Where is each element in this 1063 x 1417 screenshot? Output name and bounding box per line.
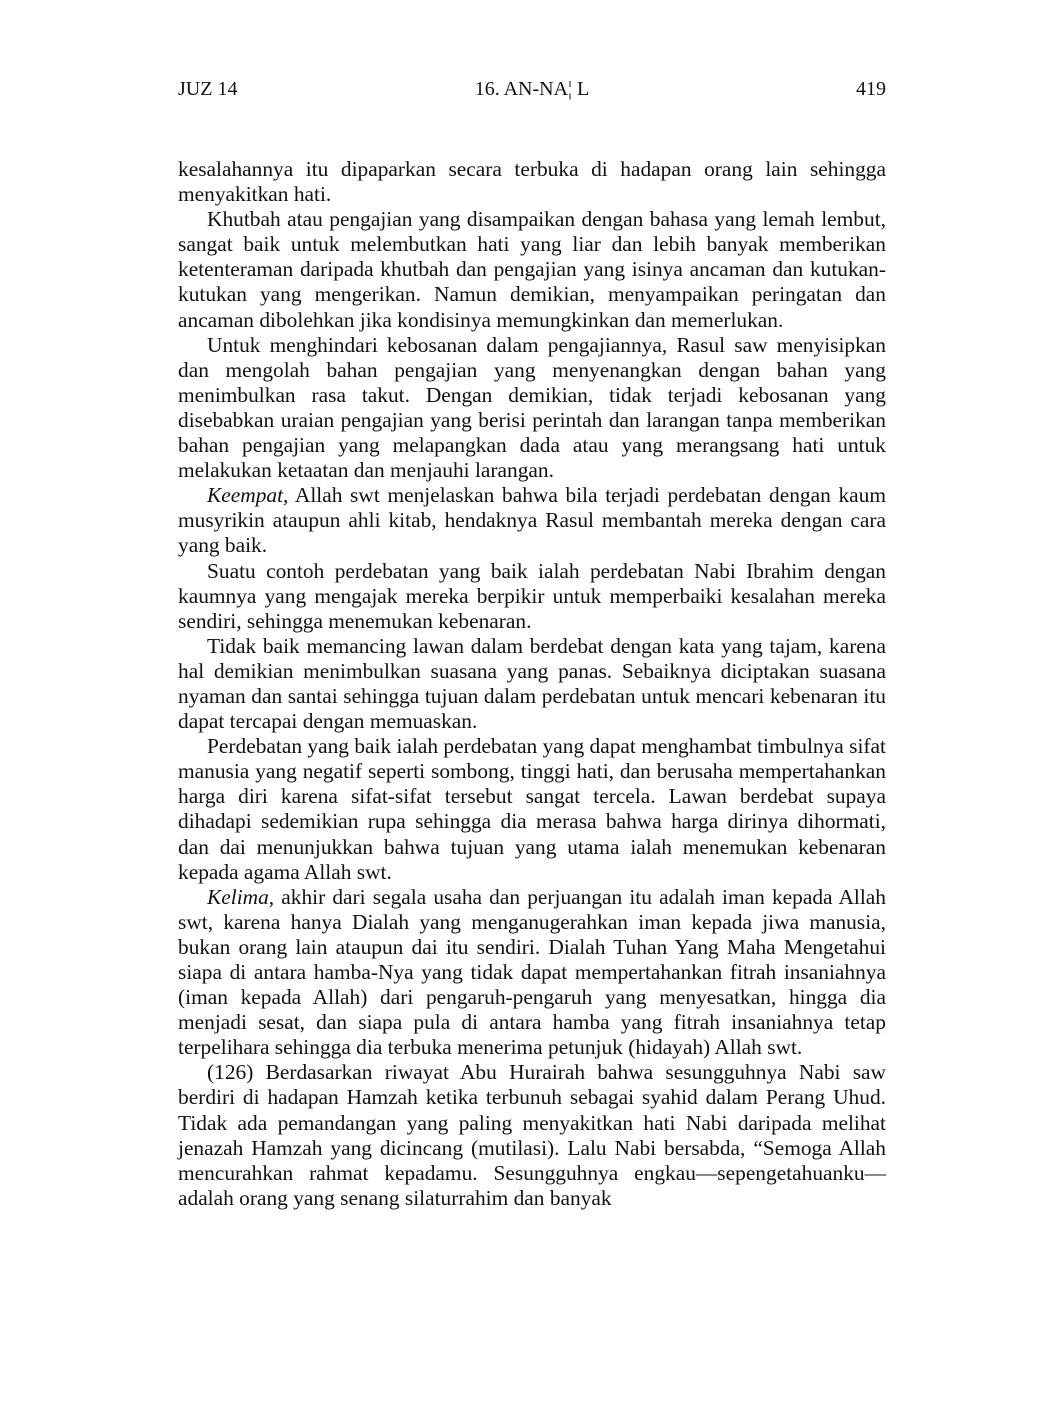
paragraph xyxy=(178,483,886,558)
paragraph-continuation xyxy=(178,157,886,207)
paragraph xyxy=(178,1060,886,1211)
paragraph-text: Suatu contoh perdebatan yang baik ialah perdebatan Nabi Ibrahim dengan kaumnya yang mengajak mereka berpikir untuk memperbaiki kesalahan mereka sendiri, sehingga menemukan kebenaran. xyxy=(178,558,886,633)
paragraph-text: Khutbah atau pengajian yang disampaikan dengan bahasa yang lemah lembut, sangat baik untuk melembutkan hati yang liar dan lebih banyak memberikan ketenteraman daripada khutbah dan pengajian yang isinya ancaman dan kutukan-kutukan yang mengerikan. Namun demikian, menyampaikan peringatan dan ancaman dibolehkan jika kondisinya memungkinkan dan memerlukan. xyxy=(178,207,886,332)
juz-label: JUZ 14 xyxy=(178,78,238,100)
paragraph-text: Perdebatan yang baik ialah perdebatan yang dapat menghambat timbulnya sifat manusia yang negatif seperti sombong, tinggi hati, dan berusaha mempertahankan harga diri karena sifat-sifat tersebut sangat tercela. Lawan berdebat supaya dihadapi sedemikian rupa sehingga dia merasa bahwa harga dirinya dihormati, dan dai menunjukkan bahwa tujuan yang utama ialah menemukan kebenaran kepada agama Allah swt. xyxy=(178,734,886,884)
paragraph xyxy=(178,333,886,484)
paragraph xyxy=(178,734,886,885)
paragraph xyxy=(178,207,886,332)
paragraph-text: (126) Berdasarkan riwayat Abu Hurairah bahwa sesungguhnya Nabi saw berdiri di hadapan Hamzah ketika terbunuh sebagai syahid dalam Perang Uhud. Tidak ada pemandangan yang paling menyakitkan hati Nabi daripada melihat jenazah Hamzah yang dicincang (mutilasi). Lalu Nabi bersabda, “Semoga Allah mencurahkan rahmat kepadamu. Sesungguhnya engkau—sepengetahuanku—adalah orang yang senang silaturrahim dan banyak xyxy=(178,1060,886,1210)
paragraph-text: Untuk menghindari kebosanan dalam pengajiannya, Rasul saw menyisipkan dan mengolah bahan pengajian yang menyenangkan dengan bahan yang menimbulkan rasa takut. Dengan demikian, tidak terjadi kebosanan yang disebabkan uraian pengajian yang berisi perintah dan larangan tanpa memberikan bahan pengajian yang melapangkan dada atau yang merangsang hati untuk melakukan ketaatan dan menjauhi larangan. xyxy=(178,332,886,483)
paragraph-text: Tidak baik memancing lawan dalam berdebat dengan kata yang tajam, karena hal demikian menimbulkan suasana yang panas. Sebaiknya diciptakan suasana nyaman dan santai sehingga tujuan dalam perdebatan untuk mencari kebenaran itu dapat tercapai dengan memuaskan. xyxy=(178,633,886,734)
paragraph-text: kesalahannya itu dipaparkan secara terbuka di hadapan orang lain sehingga menyakitkan hati. xyxy=(178,157,886,207)
running-header xyxy=(178,76,886,102)
paragraph-text: Allah swt menjelaskan bahwa bila terjadi perdebatan dengan kaum musyrikin ataupun ahli kitab, hendaknya Rasul membantah mereka dengan cara yang baik. xyxy=(178,483,886,558)
page-number: 419 xyxy=(856,78,886,100)
paragraph xyxy=(178,559,886,634)
paragraph-lead-italic: Keempat, xyxy=(207,483,289,508)
paragraph-text: akhir dari segala usaha dan perjuangan itu adalah iman kepada Allah swt, karena hanya Dialah yang menganugerahkan iman kepada jiwa manusia, bukan orang lain ataupun dai itu sendiri. Dialah Tuhan Yang Maha Mengetahui siapa di antara hamba-Nya yang tidak dapat mempertahankan fitrah insaniahnya (iman kepada Allah) dari pengaruh-pengaruh yang menyesatkan, hingga dia menjadi sesat, dan siapa pula di antara hamba yang fitrah insaniahnya tetap terpelihara sehingga dia terbuka menerima petunjuk (hidayah) Allah swt. xyxy=(178,884,886,1060)
paragraph-lead-italic: Kelima, xyxy=(207,884,275,909)
paragraph xyxy=(178,634,886,734)
paragraph xyxy=(178,885,886,1061)
body-text xyxy=(178,157,886,1211)
surah-title: 16. AN-NA¦ L xyxy=(474,78,590,100)
